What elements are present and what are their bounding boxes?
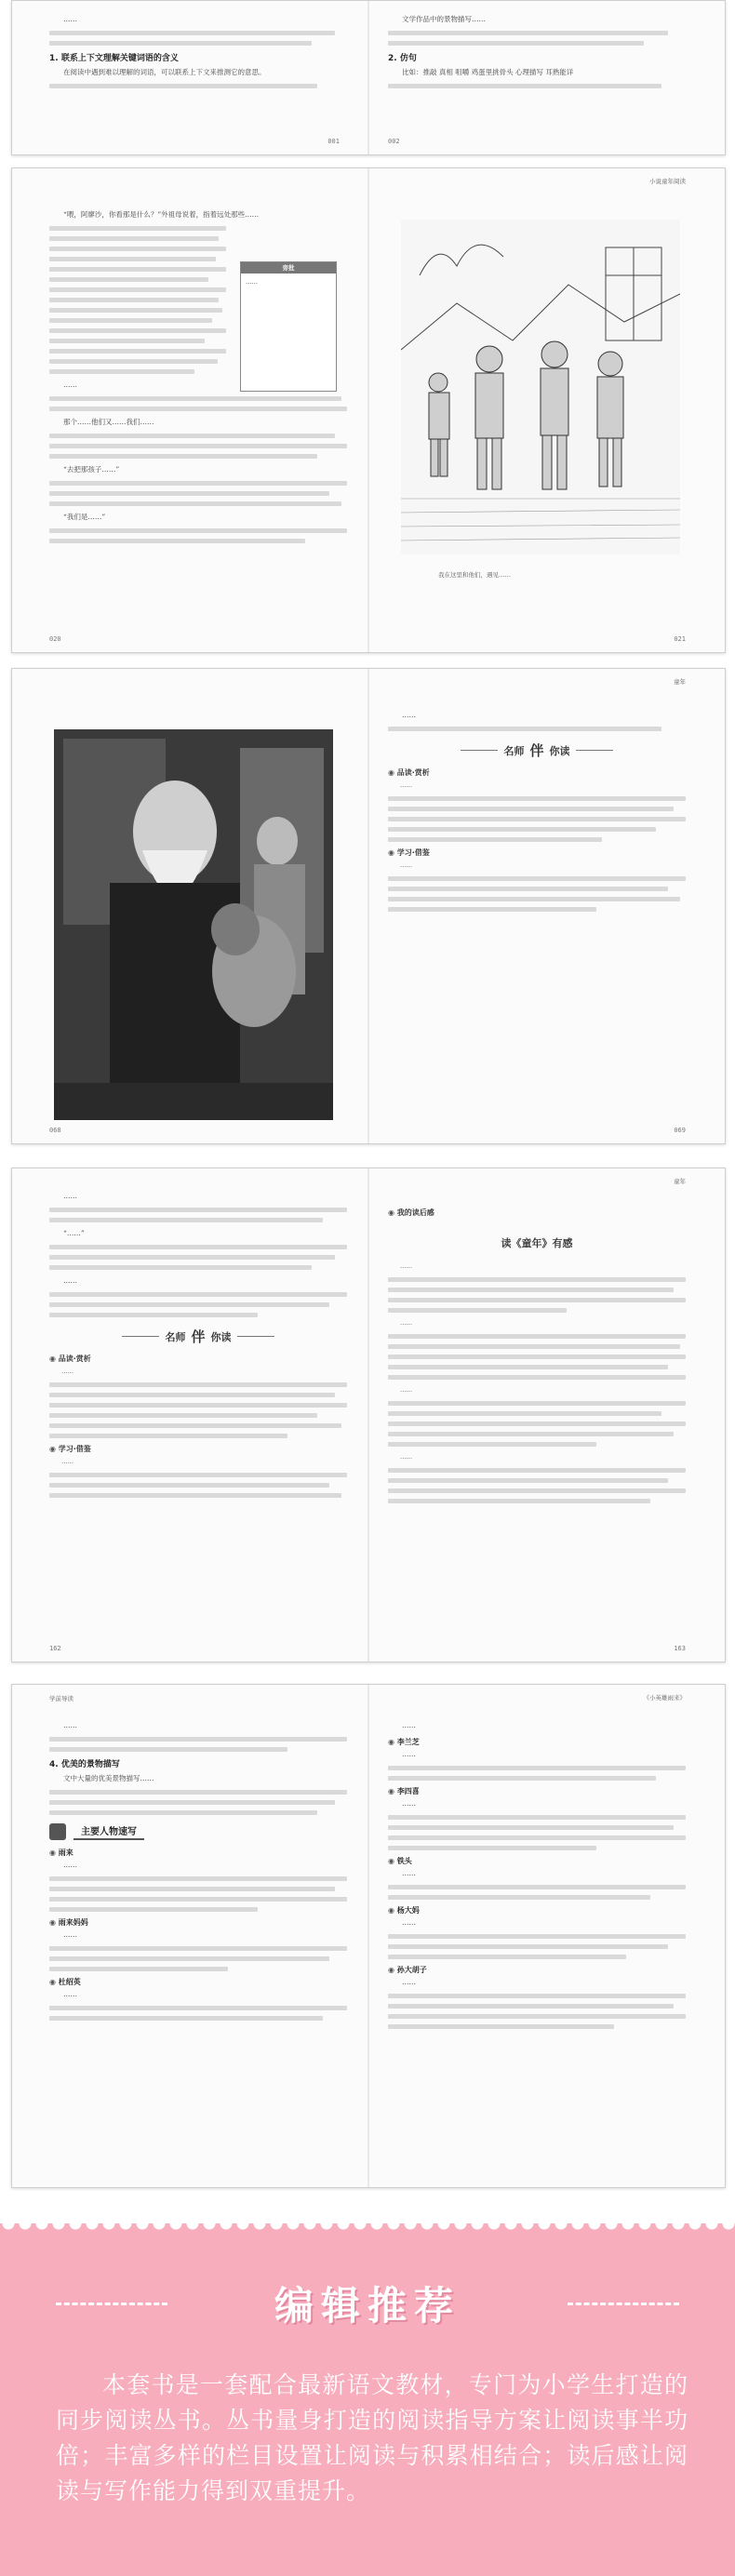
text-line [49, 359, 218, 364]
banner-text: 你读 [210, 1330, 232, 1343]
page-left [12, 669, 362, 1143]
running-head: 童年 [674, 678, 686, 686]
section-banner-teacher [49, 1327, 347, 1346]
character-desc: …… [402, 1918, 416, 1927]
subsection-body: …… [61, 1368, 74, 1375]
text-line [49, 1967, 228, 1971]
character-desc: …… [402, 1799, 416, 1808]
character-desc: …… [63, 1861, 77, 1869]
text-line [388, 727, 662, 731]
editor-title: 编辑推荐 [274, 2283, 461, 2329]
text-line [388, 1488, 686, 1493]
section-heading: 4. 优美的景物描写 [49, 1760, 120, 1769]
text-line [49, 1810, 317, 1815]
text-line [49, 226, 226, 231]
text-line [388, 1815, 686, 1820]
banner-text: 伴 [529, 742, 544, 759]
running-head: 学前导读 [49, 1695, 74, 1702]
text-line [49, 298, 219, 302]
page-left [12, 1168, 362, 1662]
text-line [49, 481, 347, 486]
text-line [388, 1277, 686, 1282]
illustration-caption: 我在这里和他们，遇见…… [438, 571, 511, 579]
page-left [12, 1, 362, 154]
text-line [49, 1483, 329, 1488]
text-line [388, 41, 644, 46]
text-line [388, 1421, 686, 1426]
character-name: ◉ 铁头 [388, 1856, 686, 1866]
section-bar-label: 主要人物速写 [74, 1822, 144, 1840]
character-name: ◉ 杜绍英 [49, 1977, 347, 1987]
text-line [388, 897, 680, 901]
paragraph: …… [63, 1192, 77, 1200]
text-line [388, 1468, 686, 1473]
text-line [49, 1255, 335, 1260]
intro-text: …… [402, 711, 416, 719]
text-line [388, 1442, 596, 1447]
text-line [49, 2016, 323, 2021]
page-number: 068 [49, 1127, 61, 1134]
text-line [49, 1434, 287, 1438]
paragraph: “喂，阿廖沙，你看那是什么？”外祖母说着，指着远处那些…… [63, 210, 260, 219]
text-line [49, 1403, 347, 1408]
text-line [49, 308, 222, 313]
text-line [49, 349, 226, 354]
character-name: ◉ 杨大妈 [388, 1905, 686, 1915]
subsection-body: …… [400, 781, 412, 789]
illustration-boys-village [401, 220, 680, 554]
text-line [388, 796, 686, 801]
text-line [49, 328, 226, 333]
text-line [49, 1208, 347, 1212]
book-spread-2 [11, 167, 726, 653]
banner-text: 名师 [503, 744, 525, 757]
text-line [49, 1790, 347, 1795]
subsection-title: ◉ 品读·赏析 [388, 767, 686, 778]
text-line [388, 1499, 650, 1503]
text-line [49, 1292, 347, 1297]
text-line [49, 1302, 329, 1307]
text-line [388, 887, 668, 891]
subsection-title: ◉ 学习·借鉴 [49, 1444, 347, 1454]
page-number: 163 [674, 1645, 686, 1652]
text-line [49, 1313, 258, 1317]
text-line [388, 1432, 674, 1436]
text-line [49, 1897, 347, 1902]
subsection-title: ◉ 学习·借鉴 [388, 848, 686, 858]
character-name: ◉ 李四喜 [388, 1786, 686, 1796]
section-title: ◉ 我的读后感 [388, 1208, 686, 1218]
intro-text: …… [63, 1721, 77, 1729]
page-number: 002 [388, 138, 400, 145]
text-line [49, 84, 317, 88]
banner-text: 名师 [165, 1330, 186, 1343]
paragraph: “……” [63, 1229, 85, 1237]
text-line [49, 1887, 335, 1891]
text-line [49, 1245, 347, 1249]
illustration-old-man-boy [54, 729, 333, 1120]
character-name: ◉ 孙大胡子 [388, 1965, 686, 1975]
essay-paragraph: …… [400, 1262, 412, 1270]
text-line [49, 2006, 347, 2010]
text-line [49, 501, 341, 506]
text-line [49, 287, 226, 292]
paragraph: “我们是……” [63, 513, 106, 521]
character-name: ◉ 雨来妈妈 [49, 1917, 347, 1928]
subsection-body: …… [61, 1458, 74, 1465]
page-left [12, 1685, 362, 2187]
character-desc: …… [63, 1990, 77, 1998]
character-desc: …… [63, 1930, 77, 1939]
text-line [49, 491, 329, 496]
text-line [49, 369, 194, 374]
text-line [388, 1835, 686, 1840]
character-name: ◉ 雨来 [49, 1848, 347, 1858]
text-line [49, 236, 219, 241]
text-line [388, 1355, 686, 1359]
text-line [388, 876, 686, 881]
text-line [49, 318, 212, 323]
scalloped-edge [0, 2223, 735, 2232]
text-line [388, 1308, 567, 1313]
text-line [49, 1956, 329, 1961]
text-line [49, 41, 312, 46]
character-icon [49, 1823, 66, 1840]
text-line [388, 1895, 650, 1900]
text-line [49, 1493, 341, 1498]
paragraph: “去把那孩子……” [63, 465, 120, 474]
text-line [49, 277, 208, 282]
text-line [388, 2024, 614, 2029]
text-line [49, 1907, 258, 1912]
text-line [49, 339, 205, 343]
character-name: ◉ 李兰芝 [388, 1737, 686, 1747]
banner-text: 伴 [191, 1328, 206, 1345]
page-right [373, 168, 723, 652]
text-line [388, 2014, 686, 2019]
essay-paragraph: …… [400, 1319, 412, 1327]
editor-title-wrap [0, 2276, 735, 2331]
text-line [388, 827, 656, 832]
editor-recommendation-panel [0, 2223, 735, 2576]
text-line [388, 1365, 668, 1369]
text-line [49, 1800, 335, 1805]
text-line [49, 1876, 347, 1881]
text-line [49, 396, 341, 401]
text-line [49, 1946, 347, 1951]
text-line [49, 1382, 347, 1387]
text-line [49, 31, 335, 35]
running-head: 小说童年阅读 [649, 178, 686, 185]
text-line [388, 1994, 686, 1998]
page-number: 001 [327, 138, 340, 145]
text-line [388, 1885, 686, 1889]
body-text: 文中大量的优美景物描写…… [63, 1774, 154, 1782]
intro-text: …… [63, 15, 77, 23]
text-line [49, 1737, 347, 1742]
paragraph: …… [63, 1276, 77, 1285]
essay-paragraph: …… [400, 1386, 412, 1394]
text-line [49, 1473, 347, 1477]
essay-paragraph: …… [400, 1453, 412, 1461]
character-desc: …… [402, 1869, 416, 1877]
intro-text: 文学作品中的景物描写…… [402, 15, 486, 23]
text-line [49, 539, 305, 543]
text-line [49, 1218, 323, 1222]
text-line [388, 1766, 686, 1770]
text-line [49, 1413, 317, 1418]
text-line [388, 1288, 674, 1292]
running-head: 《小英雄雨来》 [643, 1694, 686, 1702]
text-line [49, 528, 347, 533]
text-line [49, 267, 226, 272]
text-line [49, 1265, 312, 1270]
book-spread-1 [11, 0, 726, 155]
banner-text: 你读 [549, 744, 570, 757]
text-line [388, 907, 596, 912]
text-line [49, 257, 216, 261]
text-line [388, 1955, 626, 1959]
text-line [388, 817, 686, 821]
page-number: 069 [674, 1127, 686, 1134]
page-right [373, 1685, 723, 2187]
text-line [49, 247, 226, 251]
text-line [388, 837, 602, 842]
text-line [388, 1401, 686, 1406]
text-line [388, 1411, 662, 1416]
book-spread-5 [11, 1684, 726, 2188]
page-left [12, 168, 362, 652]
text-line [49, 434, 335, 438]
intro-text: …… [402, 1721, 416, 1729]
section-heading: 1. 联系上下文理解关键词语的含义 [49, 54, 179, 63]
text-line [49, 454, 317, 459]
book-spread-3 [11, 668, 726, 1144]
margin-note-body: …… [246, 278, 258, 286]
book-spread-4 [11, 1168, 726, 1662]
paragraph: …… [63, 380, 77, 389]
text-line [49, 407, 347, 411]
text-line [49, 444, 347, 448]
running-head: 童年 [674, 1178, 686, 1185]
character-desc: …… [402, 1750, 416, 1758]
section-banner-teacher [388, 741, 686, 760]
editor-body: 本套书是一套配合最新语文教材，专门为小学生打造的同步阅读丛书。丛书量身打造的阅读指导方案让阅读事半功倍；丰富多样的栏目设置让阅读与积累相结合；读后感让阅读与写作能力得到双重提升。 [56, 2371, 688, 2504]
text-line [388, 2004, 674, 2009]
text-line [388, 84, 662, 88]
page-right [373, 669, 723, 1143]
text-line [388, 1776, 656, 1781]
margin-note [240, 261, 337, 392]
character-desc: …… [402, 1978, 416, 1986]
section-heading: 2. 仿句 [388, 54, 417, 63]
page-number: 020 [49, 635, 61, 643]
text-line [49, 1393, 335, 1397]
text-line [388, 31, 668, 35]
text-line [388, 1334, 686, 1339]
text-line [388, 1846, 596, 1850]
margin-note-title: 旁批 [241, 262, 336, 274]
page-number: 021 [674, 635, 686, 643]
text-line [388, 1944, 668, 1949]
body-text: 比如：推敲 真相 咀嚼 鸡蛋里挑骨头 心理描写 耳熟能详 [402, 68, 574, 76]
body-text: 在阅读中遇到难以理解的词语，可以联系上下文来推测它的意思。 [63, 68, 266, 76]
text-line [388, 1375, 686, 1380]
paragraph: 那个……他们又……我们…… [63, 418, 154, 426]
text-line [388, 1478, 668, 1483]
subsection-title: ◉ 品读·赏析 [49, 1354, 347, 1364]
page-right [373, 1, 723, 154]
text-line [388, 807, 674, 811]
text-line [388, 1344, 680, 1349]
subsection-body: …… [400, 861, 412, 869]
text-line [388, 1298, 686, 1302]
essay-title: 读《童年》有感 [501, 1237, 573, 1249]
text-line [49, 1423, 341, 1428]
page-right [373, 1168, 723, 1662]
page-number: 162 [49, 1645, 61, 1652]
text-line [388, 1825, 674, 1830]
section-bar-characters [49, 1822, 347, 1840]
text-line [49, 1747, 287, 1752]
text-line [388, 1934, 686, 1939]
